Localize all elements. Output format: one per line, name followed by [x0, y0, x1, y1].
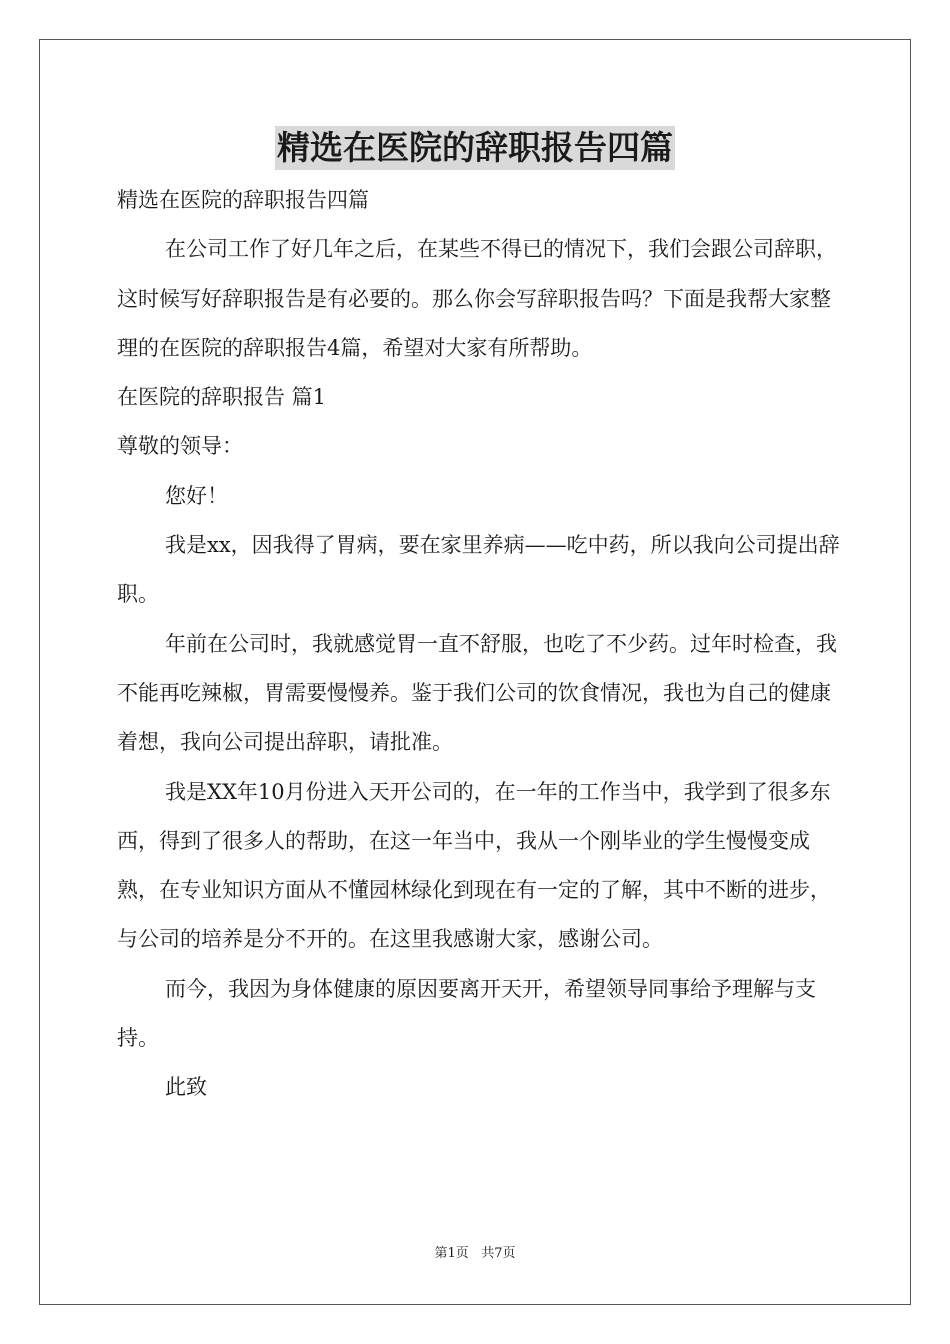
footer-total-pages: 共7页 — [481, 1246, 516, 1261]
paragraph-subtitle: 精选在医院的辞职报告四篇 — [117, 188, 369, 212]
page-footer — [0, 1244, 950, 1264]
title-container — [0, 126, 950, 170]
paragraph-body-1: 我是xx，因我得了胃病，要在家里养病——吃中药，所以我向公司提出辞职。 — [117, 533, 840, 607]
paragraph-closing: 此致 — [165, 1075, 207, 1100]
paragraph-salutation: 尊敬的领导： — [117, 434, 243, 459]
document-body — [117, 176, 845, 1113]
document-title: 精选在医院的辞职报告四篇 — [275, 126, 675, 170]
paragraph-greeting: 您好！ — [165, 483, 228, 508]
footer-page-number: 第1页 — [434, 1246, 469, 1261]
paragraph-body-2: 年前在公司时，我就感觉胃一直不舒服，也吃了不少药。过年时检查，我不能再吃辣椒，胃需要慢慢养。鉴于我们公司的饮食情况，我也为自己的健康着想，我向公司提出辞职，请批准。 — [117, 631, 837, 755]
paragraph-section-heading: 在医院的辞职报告 篇1 — [117, 385, 327, 410]
paragraph-body-4: 而今，我因为身体健康的原因要离开天开，希望领导同事给予理解与支持。 — [117, 976, 816, 1051]
paragraph-body-3: 我是XX年10月份进入天开公司的，在一年的工作当中，我学到了很多东西，得到了很多人的帮助，在这一年当中，我从一个刚毕业的学生慢慢变成熟，在专业知识方面从不懂园林绿化到现在有一定的了解，其中不断的进步，与公司的培养是分不开的。在这里我感谢大家，感谢公司。 — [117, 779, 831, 952]
paragraph-intro: 在公司工作了好几年之后，在某些不得已的情况下，我们会跟公司辞职，这时候写好辞职报告是有必要的。那么你会写辞职报告吗？下面是我帮大家整理的在医院的辞职报告4篇，希望对大家有所帮助。 — [117, 237, 837, 360]
